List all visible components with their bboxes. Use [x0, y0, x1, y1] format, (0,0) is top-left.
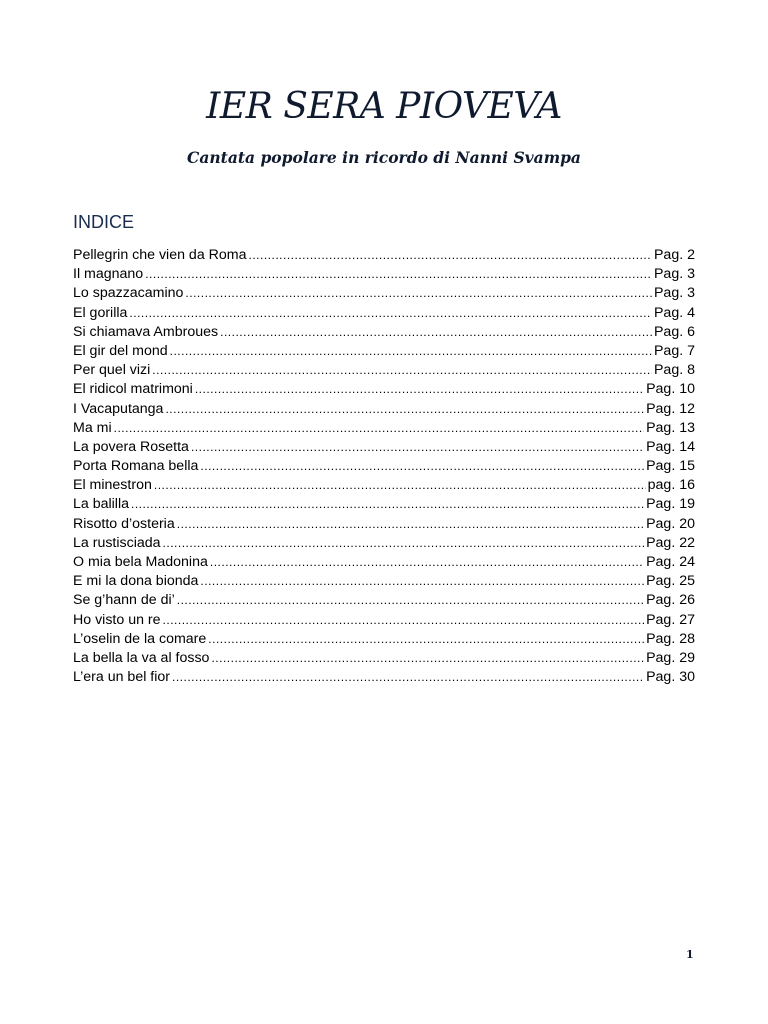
- dot-leader: [220, 323, 652, 342]
- toc-entry-page: Pag. 7: [653, 342, 695, 359]
- toc-entry-title: Pellegrin che vien da Roma: [73, 247, 247, 263]
- toc-entry[interactable]: [73, 419, 695, 438]
- toc-entry[interactable]: [73, 323, 695, 342]
- toc-entry-page: Pag. 25: [646, 573, 695, 590]
- toc-entry-title: Porta Romana bella: [73, 458, 199, 475]
- toc-entry-page: Pag. 6: [653, 323, 695, 340]
- toc-entry-title: El gorilla: [73, 304, 128, 321]
- toc-entry-title: La povera Rosetta: [73, 438, 189, 455]
- dot-leader: [208, 630, 644, 649]
- toc-entry-title: E mi la dona bionda: [73, 573, 199, 590]
- toc-entry-page: Pag. 4: [653, 304, 695, 321]
- toc-entry-page: Pag. 3: [653, 266, 695, 283]
- dot-leader: [249, 246, 652, 265]
- toc-entry[interactable]: [73, 572, 695, 591]
- toc-entry[interactable]: [73, 265, 695, 284]
- document-subtitle: Cantata popolare in ricordo di Nanni Svampa: [187, 148, 581, 167]
- dot-leader: [170, 342, 652, 361]
- dot-leader: [191, 438, 644, 457]
- toc-entry[interactable]: [73, 591, 695, 610]
- dot-leader: [154, 476, 646, 495]
- toc-entry[interactable]: [73, 534, 695, 553]
- toc-entry-page: Pag. 13: [646, 419, 695, 436]
- toc-entry[interactable]: [73, 457, 695, 476]
- toc-entry-page: Pag. 10: [646, 381, 695, 398]
- toc-entry[interactable]: [73, 380, 695, 399]
- dot-leader: [177, 591, 644, 610]
- dot-leader: [185, 284, 652, 303]
- toc-entry-page: Pag. 26: [646, 592, 695, 609]
- toc-entry-page: Pag. 14: [646, 438, 695, 455]
- toc-entry-title: Per quel vizi: [73, 362, 151, 379]
- toc-entry-page: Pag. 20: [646, 515, 695, 532]
- toc-entry-page: Pag. 8: [653, 362, 695, 379]
- toc-entry[interactable]: [73, 342, 695, 361]
- toc-entry-title: Ma mi: [73, 419, 112, 436]
- dot-leader: [145, 265, 652, 284]
- toc-entry-title: La balilla: [73, 496, 130, 513]
- dot-leader: [200, 572, 644, 591]
- toc-entry[interactable]: [73, 495, 695, 514]
- dot-leader: [195, 380, 644, 399]
- toc-entry-page: Pag. 2: [653, 247, 695, 263]
- toc-entry-title: El gir del mond: [73, 342, 168, 359]
- toc-entry[interactable]: [73, 553, 695, 572]
- toc-entry-page: Pag. 12: [646, 400, 695, 417]
- dot-leader: [165, 400, 644, 419]
- toc-entry-title: L’oselin de la comare: [73, 630, 207, 647]
- toc-entry[interactable]: [73, 630, 695, 649]
- toc-entry[interactable]: [73, 611, 695, 630]
- dot-leader: [200, 457, 644, 476]
- toc-heading: INDICE: [73, 212, 135, 232]
- toc-entry-page: Pag. 27: [646, 611, 695, 628]
- toc-entry-title: Si chiamava Ambroues: [73, 323, 219, 340]
- toc-entry-title: Risotto d’osteria: [73, 515, 175, 532]
- toc-entry-title: L’era un bel fior: [73, 669, 171, 686]
- toc-entry-page: Pag. 24: [646, 554, 695, 570]
- toc-entry-title: I Vacaputanga: [73, 400, 164, 417]
- toc-entry-title: El minestron: [73, 477, 152, 494]
- dot-leader: [131, 495, 644, 514]
- page-number: 1: [686, 948, 694, 961]
- toc-entry[interactable]: [73, 515, 695, 534]
- toc-entry[interactable]: [73, 246, 695, 265]
- toc-entry[interactable]: [73, 284, 695, 303]
- table-of-contents: [73, 246, 695, 687]
- toc-entry-page: Pag. 19: [646, 496, 695, 513]
- dot-leader: [210, 553, 644, 572]
- dot-leader: [152, 361, 652, 380]
- toc-entry[interactable]: [73, 476, 695, 495]
- toc-entry-title: El ridicol matrimoni: [73, 381, 193, 398]
- toc-entry-page: Pag. 30: [646, 669, 695, 686]
- dot-leader: [177, 515, 644, 534]
- toc-entry-page: Pag. 29: [646, 649, 695, 666]
- dot-leader: [172, 668, 644, 687]
- toc-entry-title: Se g’hann de di’: [73, 592, 175, 609]
- toc-entry-title: Ho visto un re: [73, 611, 161, 628]
- toc-entry-title: O mia bela Madonina: [73, 554, 208, 570]
- dot-leader: [114, 419, 644, 438]
- toc-entry-page: pag. 16: [647, 477, 695, 494]
- toc-entry-page: Pag. 22: [646, 534, 695, 551]
- toc-entry-page: Pag. 28: [646, 630, 695, 647]
- toc-entry-title: La rustisciada: [73, 534, 161, 551]
- document-title: IER SERA PIOVEVA: [206, 86, 562, 127]
- toc-entry-page: Pag. 15: [646, 458, 695, 475]
- toc-entry[interactable]: [73, 438, 695, 457]
- toc-entry-title: Il magnano: [73, 266, 144, 283]
- dot-leader: [163, 534, 645, 553]
- toc-entry[interactable]: [73, 304, 695, 323]
- dot-leader: [129, 304, 652, 323]
- toc-entry[interactable]: [73, 361, 695, 380]
- toc-entry[interactable]: [73, 400, 695, 419]
- toc-entry-title: La bella la va al fosso: [73, 649, 210, 666]
- toc-entry[interactable]: [73, 649, 695, 668]
- dot-leader: [211, 649, 644, 668]
- toc-entry-page: Pag. 3: [653, 285, 695, 302]
- toc-entry[interactable]: [73, 668, 695, 687]
- dot-leader: [163, 611, 645, 630]
- toc-entry-title: Lo spazzacamino: [73, 285, 184, 302]
